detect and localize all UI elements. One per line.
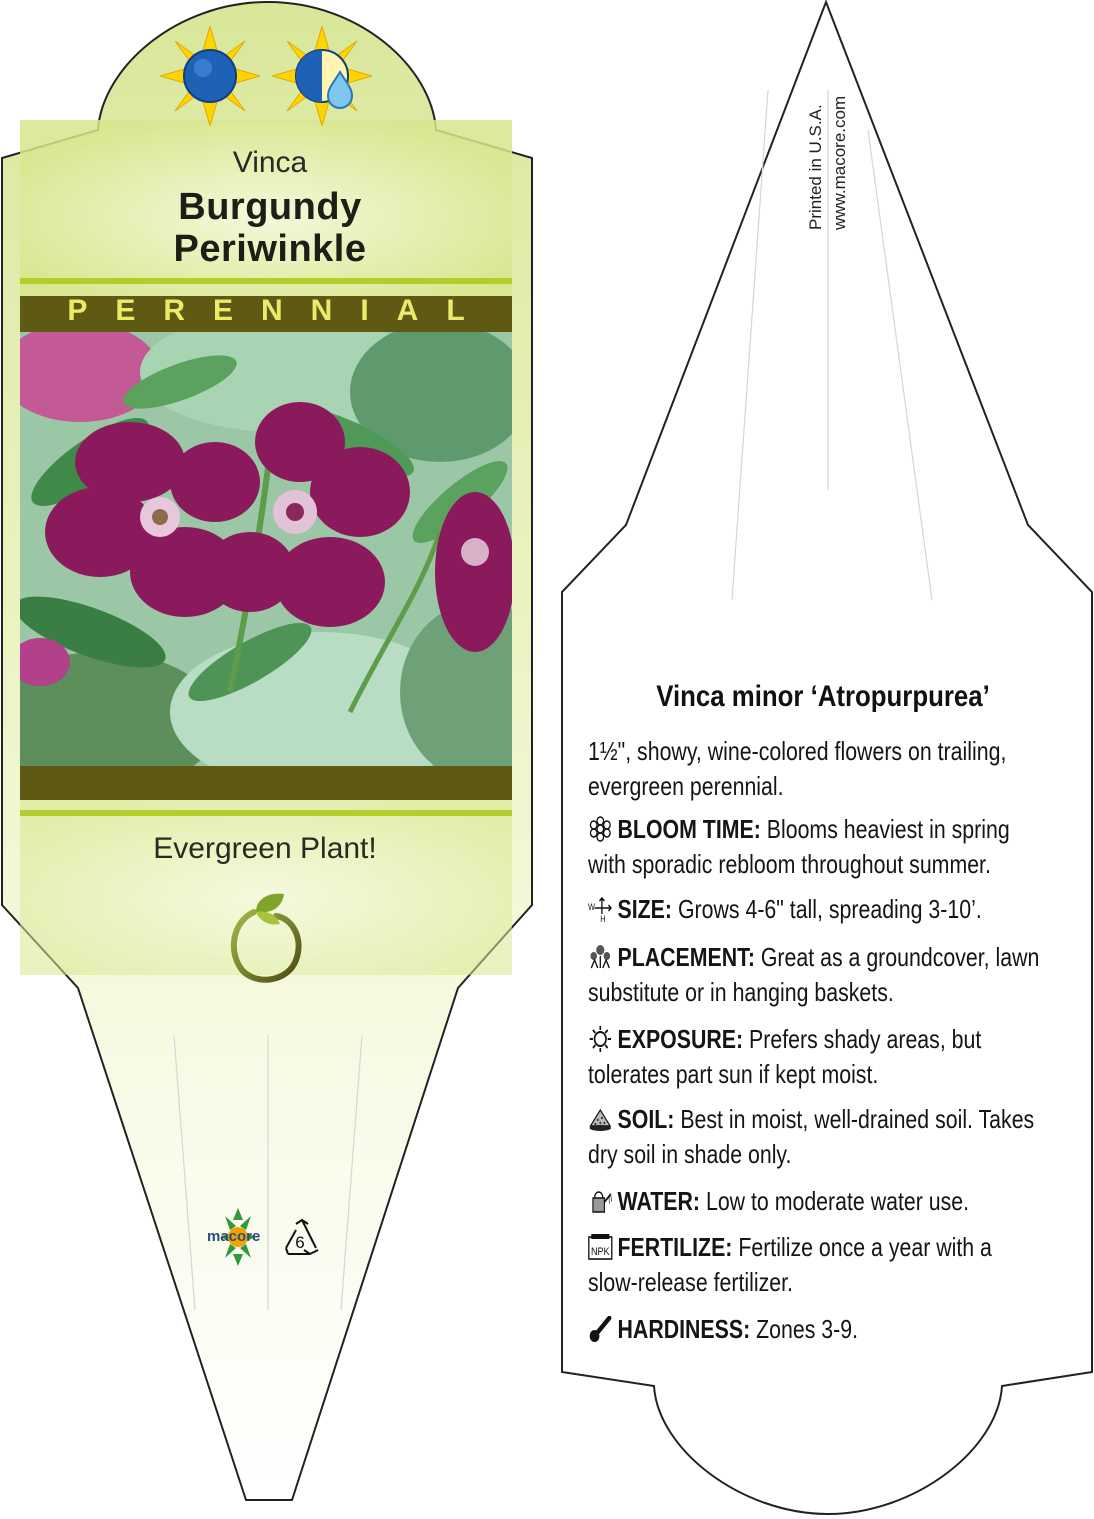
placement-icon	[588, 944, 613, 970]
printed-country: Printed in U.S.A.	[806, 104, 825, 230]
plant-name-line1: Burgundy	[178, 186, 362, 228]
info-text: Best in moist, well-drained soil. Takes dry soil in shade only.	[588, 1104, 1035, 1169]
info-label: EXPOSURE:	[617, 1024, 744, 1054]
size-icon-height-letter: H	[600, 914, 606, 922]
evergreen-leaf-icon	[226, 890, 308, 986]
info-size	[588, 892, 1047, 927]
category-label: PERENNIAL	[67, 294, 493, 327]
tagline: Evergreen Plant!	[153, 832, 377, 865]
info-text: Grows 4-6" tall, spreading 3-10’.	[677, 894, 982, 924]
watering-can-icon	[588, 1188, 613, 1214]
npk-icon	[588, 1234, 613, 1260]
printed-website: www.macore.com	[830, 95, 849, 230]
npk-icon-text: NPK	[591, 1246, 610, 1259]
info-hardiness	[588, 1312, 1047, 1347]
part-sun-water-icon	[272, 26, 372, 126]
info-label: BLOOM TIME:	[617, 814, 761, 844]
size-icon-width-letter: W	[588, 902, 595, 913]
info-soil	[588, 1102, 1047, 1172]
info-text: Prefers shady areas, but tolerates part sun if kept moist.	[588, 1024, 982, 1089]
info-text: Great as a groundcover, lawn substitute or in hanging baskets.	[588, 942, 1040, 1007]
flower-photo	[20, 332, 512, 766]
size-icon	[588, 896, 613, 922]
accent-line-bottom	[20, 810, 512, 816]
sun-outline-icon	[588, 1026, 613, 1052]
photo-bottom-band	[20, 766, 512, 800]
printed-info	[797, 68, 849, 238]
recycle-code: 6	[295, 1233, 305, 1252]
info-label: WATER:	[617, 1186, 701, 1216]
plant-genus: Vinca	[232, 146, 308, 179]
botanical-name: Vinca minor ‘Atropurpurea’	[656, 680, 990, 713]
info-label: PLACEMENT:	[617, 942, 755, 972]
info-bloom-time	[588, 812, 1047, 882]
description: 1½", showy, wine-colored flowers on trailing, evergreen perennial.	[588, 736, 1007, 801]
flower-icon	[588, 816, 613, 842]
info-fertilize	[588, 1230, 1047, 1300]
info-text: Low to moderate water use.	[705, 1186, 970, 1216]
info-placement	[588, 940, 1047, 1010]
info-text: Blooms heaviest in spring with sporadic rebloom throughout summer.	[588, 814, 1010, 879]
info-label: FERTILIZE:	[617, 1232, 733, 1262]
plant-name-line2: Periwinkle	[173, 228, 367, 270]
info-exposure	[588, 1022, 1047, 1092]
thermometer-icon	[588, 1316, 613, 1342]
info-label: HARDINESS:	[617, 1314, 751, 1344]
info-text: Fertilize once a year with a slow-release fertilizer.	[588, 1232, 992, 1297]
info-label: SOIL:	[617, 1104, 675, 1134]
brand-name: macore	[207, 1228, 261, 1245]
info-text: Zones 3-9.	[756, 1314, 859, 1344]
full-sun-icon	[160, 26, 260, 126]
info-label: SIZE:	[617, 894, 673, 924]
info-water	[588, 1184, 1047, 1219]
soil-icon	[588, 1106, 613, 1132]
accent-line-top	[20, 278, 512, 284]
